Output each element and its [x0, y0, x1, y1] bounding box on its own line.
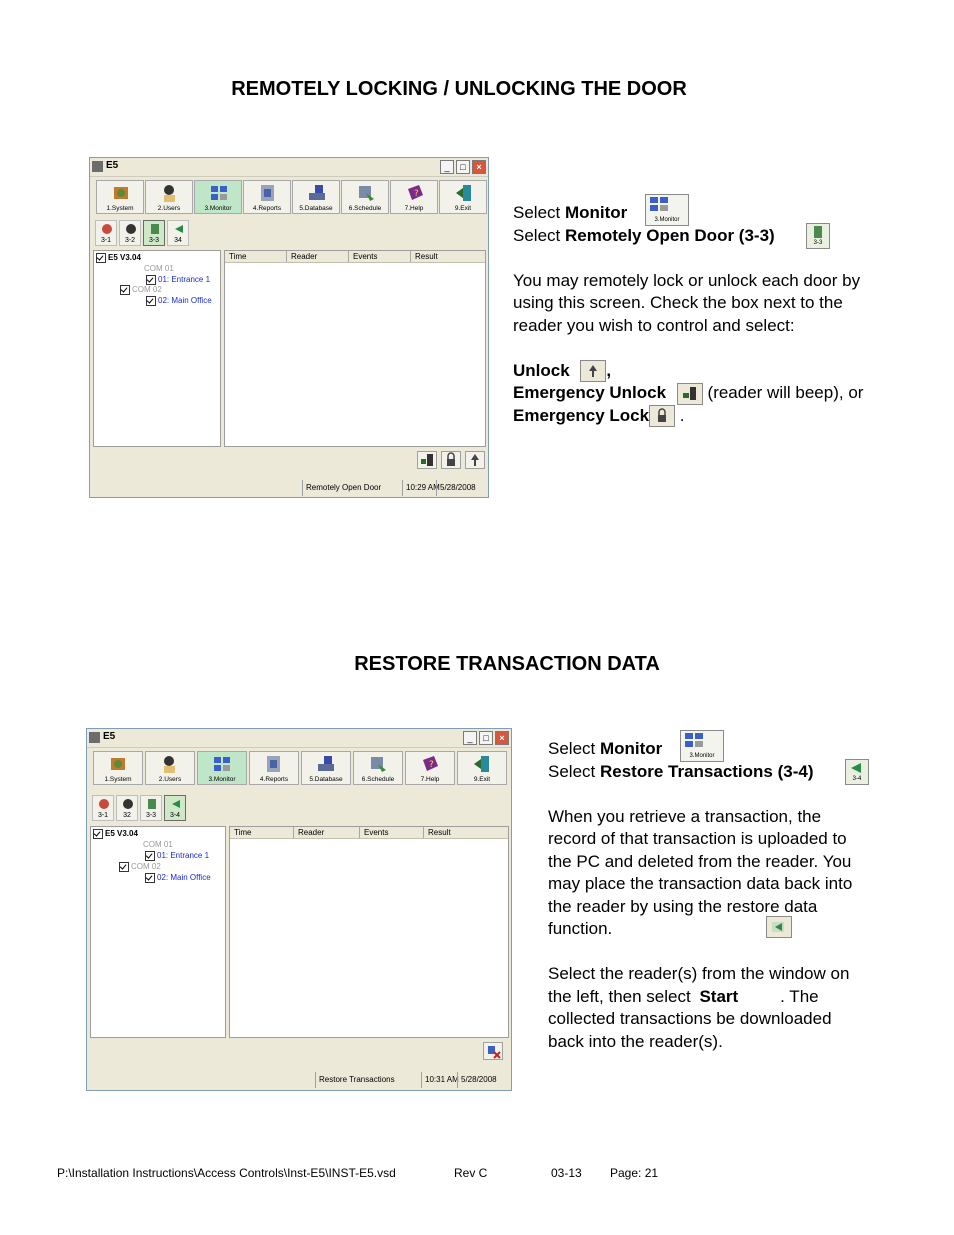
main-toolbar	[94, 180, 484, 216]
status-time: 10:31 AM	[421, 1072, 459, 1088]
svg-text:?: ?	[429, 760, 434, 770]
tree-com1: COM 01	[144, 264, 174, 273]
footer-date: 03-13	[551, 1166, 582, 1180]
tab-3-2[interactable]: 32	[116, 795, 138, 821]
select-monitor-line: Select Monitor 3.Monitor	[548, 738, 928, 761]
paragraph-line: record of that transaction is uploaded to	[548, 829, 847, 848]
emergency-unlock-button[interactable]	[417, 451, 437, 469]
tree-root[interactable]: E5 V3.04	[93, 829, 138, 839]
toolbar-schedule-button[interactable]: 6.Schedule	[341, 180, 389, 214]
grid-header	[225, 251, 485, 263]
restore-transactions-icon: 3-4	[845, 759, 869, 785]
tree-reader-entrance[interactable]: 01: Entrance 1	[146, 275, 210, 285]
remote-open-door-icon: 3-3	[806, 223, 830, 249]
footer-rev: Rev C	[454, 1166, 488, 1180]
paragraph-line: back into the reader(s).	[548, 1031, 723, 1051]
toolbar-schedule-button[interactable]: 6.Schedule	[353, 751, 403, 785]
toolbar-users-button[interactable]: 2.Users	[145, 180, 193, 214]
paragraph-line: may place the transaction data back into	[548, 874, 853, 893]
checkbox[interactable]	[119, 862, 129, 872]
col-events[interactable]: Events	[349, 251, 411, 262]
select-monitor-line: Select Monitor 3.Monitor	[513, 202, 913, 225]
col-result[interactable]: Result	[428, 828, 451, 837]
emergency-unlock-line: Emergency Unlock (reader will beep), or	[513, 382, 913, 405]
select-restore-line: Select Restore Transactions (3-4) 3-4	[548, 761, 928, 784]
section1-instructions	[513, 202, 913, 427]
col-time[interactable]: Time	[225, 251, 287, 262]
tree-reader-entrance[interactable]: 01: Entrance 1	[145, 851, 209, 861]
col-result[interactable]: Result	[415, 252, 438, 261]
close-button[interactable]: ×	[472, 160, 486, 174]
tab-3-1[interactable]: 3-1	[95, 220, 117, 246]
maximize-button[interactable]: □	[479, 731, 493, 745]
window-titlebar	[87, 729, 511, 748]
paragraph-line: collected transactions be downloaded	[548, 1009, 832, 1028]
checkbox[interactable]	[145, 851, 155, 861]
emergency-lock-icon	[649, 405, 675, 427]
tab-3-4[interactable]: 34	[167, 220, 189, 246]
emergency-lock-line: Emergency Lock .	[513, 405, 913, 428]
svg-text:?: ?	[414, 189, 419, 199]
toolbar-reports-button[interactable]: 4.Reports	[249, 751, 299, 785]
toolbar-system-button[interactable]: 1.System	[96, 180, 144, 214]
toolbar-system-button[interactable]: 1.System	[93, 751, 143, 785]
tree-com2: COM 02	[119, 862, 161, 872]
monitor-icon: 3.Monitor	[645, 194, 689, 226]
tree-reader-main-office[interactable]: 02: Main Office	[146, 296, 212, 306]
footer-path: P:\Installation Instructions\Access Controls\Inst-E5\INST-E5.vsd	[57, 1166, 396, 1180]
tree-com2: COM 02	[120, 285, 162, 295]
toolbar-monitor-button[interactable]: 3.Monitor	[197, 751, 247, 785]
window-title: E5	[106, 160, 119, 171]
col-reader[interactable]: Reader	[294, 827, 360, 838]
toolbar-exit-button[interactable]: 9.Exit	[439, 180, 487, 214]
paragraph-line: the PC and deleted from the reader. You	[548, 851, 852, 871]
e5-window-restore	[86, 728, 512, 1091]
start-restore-icon	[766, 916, 792, 938]
paragraph-line: reader you wish to control and select:	[513, 315, 795, 335]
reader-tree	[93, 250, 221, 447]
checkbox[interactable]	[146, 296, 156, 306]
toolbar-monitor-button[interactable]: 3.Monitor	[194, 180, 242, 214]
checkbox[interactable]	[146, 275, 156, 285]
unlock-button[interactable]	[465, 451, 485, 469]
window-titlebar	[90, 158, 488, 177]
status-time: 10:29 AM	[402, 480, 438, 496]
reader-tree	[90, 826, 226, 1038]
unlock-line: Unlock ,	[513, 360, 913, 383]
app-icon	[89, 732, 100, 743]
paragraph-line-function: function.	[548, 918, 928, 941]
checkbox[interactable]	[145, 873, 155, 883]
grid-header	[230, 827, 508, 839]
e5-window-remote-open	[89, 157, 489, 498]
tree-reader-main-office[interactable]: 02: Main Office	[145, 873, 211, 883]
col-events[interactable]: Events	[360, 827, 424, 838]
window-title: E5	[103, 731, 116, 742]
col-reader[interactable]: Reader	[287, 251, 349, 262]
toolbar-users-button[interactable]: 2.Users	[145, 751, 195, 785]
toolbar-help-button[interactable]: ? 7.Help	[390, 180, 438, 214]
col-time[interactable]: Time	[230, 827, 294, 838]
toolbar-reports-button[interactable]: 4.Reports	[243, 180, 291, 214]
paragraph-line-start: the left, then select Start . The	[548, 986, 819, 1006]
paragraph-line: When you retrieve a transaction, the	[548, 806, 822, 826]
toolbar-exit-button[interactable]: 9.Exit	[457, 751, 507, 785]
paragraph-line: the reader by using the restore data	[548, 896, 818, 916]
minimize-button[interactable]: _	[463, 731, 477, 745]
tab-3-3[interactable]: 3-3	[140, 795, 162, 821]
status-label: Restore Transactions	[315, 1072, 423, 1088]
select-remote-line: Select Remotely Open Door (3-3) 3-3	[513, 225, 913, 248]
footer-page: Page: 21	[610, 1166, 659, 1180]
tab-3-4[interactable]: 3-4	[164, 795, 186, 821]
main-toolbar	[91, 751, 507, 787]
checkbox[interactable]	[93, 829, 103, 839]
tab-3-3[interactable]: 3-3	[143, 220, 165, 246]
tree-com1: COM 01	[143, 840, 173, 849]
tab-3-2[interactable]: 3-2	[119, 220, 141, 246]
section-heading-restore: RESTORE TRANSACTION DATA	[354, 653, 660, 675]
tab-3-1[interactable]: 3-1	[92, 795, 114, 821]
close-button[interactable]: ×	[495, 731, 509, 745]
section-heading-remote-lock: REMOTELY LOCKING / UNLOCKING THE DOOR	[231, 78, 687, 100]
paragraph-line: Select the reader(s) from the window on	[548, 964, 850, 983]
events-grid	[224, 250, 486, 447]
monitor-icon: 3.Monitor	[680, 730, 724, 762]
paragraph-line: using this screen. Check the box next to the	[513, 293, 843, 312]
toolbar-database-button[interactable]: 5.Database	[301, 751, 351, 785]
status-label: Remotely Open Door	[302, 480, 404, 496]
restore-start-button[interactable]	[483, 1042, 503, 1060]
status-date: 5/28/2008	[457, 1072, 503, 1088]
status-date: 5/28/2008	[436, 480, 480, 496]
minimize-button[interactable]: _	[440, 160, 454, 174]
maximize-button[interactable]: □	[456, 160, 470, 174]
status-bar	[92, 480, 486, 496]
status-bar	[89, 1072, 509, 1088]
section2-instructions	[548, 738, 928, 1053]
emergency-lock-button[interactable]	[441, 451, 461, 469]
paragraph-line: You may remotely lock or unlock each door by	[513, 270, 861, 290]
checkbox[interactable]	[96, 253, 106, 263]
events-grid	[229, 826, 509, 1038]
toolbar-database-button[interactable]: 5.Database	[292, 180, 340, 214]
checkbox[interactable]	[120, 285, 130, 295]
tree-root[interactable]: E5 V3.04	[96, 253, 141, 263]
emergency-unlock-icon	[677, 383, 703, 405]
app-icon	[92, 161, 103, 172]
unlock-icon	[580, 360, 606, 382]
toolbar-help-button[interactable]: ? 7.Help	[405, 751, 455, 785]
